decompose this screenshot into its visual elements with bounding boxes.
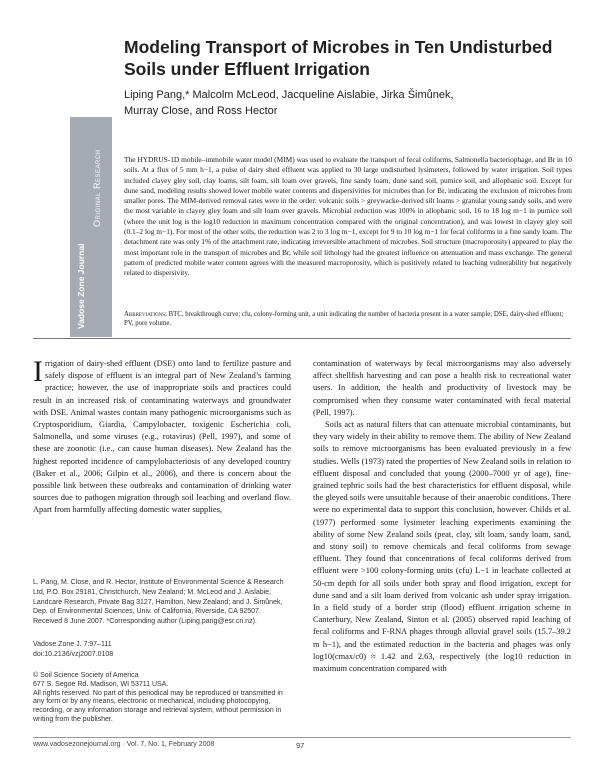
sidebar-journal-name: Vadose Zone Journal <box>76 243 86 329</box>
body-column-right <box>313 358 571 675</box>
section-divider <box>33 338 571 339</box>
author-line-1: Liping Pang,* Malcolm McLeod, Jacqueline Aislabie, Jirka Šimůnek, <box>124 89 454 101</box>
paper-title: Modeling Transport of Microbes in Ten Undisturbed Soils under Effluent Irrigation <box>124 37 553 79</box>
body-paragraph-2: Soils act as natural filters that can attenuate microbial contaminants, but they vary widely in their ability to remove them. The ability of New Zealand soils to remove microorganisms has been evaluated previously in a few studies. Wells (1973) rated the properties of New Zealand soils in relation to effluent disposal and concluded that young (2000–7000 yr of age), fine-grained tephric soils had the best characteristics for effluent disposal, while the gleyed soils were unsuitable because of their anaerobic conditions. There were no experimental data to support this conclusion, however. Childs et al. (1977) performed some lysimeter leaching experiments examining the ability of some New Zealand soils (peat, clay, silt loam, sandy loam, sand, and stony soil) to remove chemicals and fecal coliforms from sewage effluent. They found that concentrations of fecal coliforms derived from effluent were >100 colony-forming units (cfu) L−1 in leachate collected at 50-cm depth for all soils under both spray and flood irrigation, except for dune sand and a silt loam derived from volcanic ash under spray irrigation. In a field study of a border strip (flood) effluent irrigation scheme in Canterbury, New Zealand, Sinton et al. (2005) observed rapid leaching of fecal coliforms and F-RNA phages through alluvial gravel soils (15.7–39.2 m h−1), and the estimated reduction in the bacteria and phages was only log10(cmax/c0) ≈ 1.42 and 2.63, respectively (the log10 reduction in maximum concentration compared with <box>313 420 571 674</box>
journal-reference <box>33 640 291 660</box>
rights-statement: All rights reserved. No part of this periodical may be reproduced or transmitted in any form or by any means, electronic or mechanical, including photocopying, recording, or any information storage and retrieval system, without permission in writing from the publisher. <box>33 689 283 723</box>
author-list <box>124 87 544 119</box>
author-line-2: Murray Close, and Ross Hector <box>124 105 278 117</box>
sidebar-section-label: Original Research <box>92 149 102 227</box>
intro-paragraph <box>33 355 291 517</box>
doi: doi:10.2136/vzj2007.0108 <box>33 650 114 658</box>
abstract: The HYDRUS-1D mobile–immobile water model (MIM) was used to evaluate the transport of fecal coliforms, Salmonella bacteriophage, and Br in 10 soils. At a flux of 5 mm h−1, a pulse of dairy shed effluent was applied to 30 large undisturbed lysimeters, followed by water irrigation. Soil types included clayey gley soil, clay loams, silt loam, silt loam over gravels, fine sandy loam, dune sand soil, pumice soil, and allophanic soil. Except for dune sand, modeling results showed lower mobile water contents and dispersivities for microbes than for Br, indicating the exclusion of microbes from smaller pores. The MIM-derived removal rates were in the order: volcanic soils > greywacke-derived silt loams > granular young sandy soils, and were the most variable in clayey gley loam and silt loam over gravels. Microbial reduction was 100% in allophanic soil, 16 to 18 log m−1 in pumice soil (where the unit log is the log10 reduction in maximum concentration compared with the original concentration), and was lowest in clayey gley soil (0.1–2 log m−1). For most of the other soils, the reduction was 2 to 3 log m−1, except for 9 to 10 log m−1 for fecal coliforms in a fine sandy loam. The detachment rate was only 1% of the attachment rate, indicating irreversible attachment of microbes. Soil structure (macroporosity) appeared to play the most important role in the transport of microbes and Br, while soil lithology had the greatest influence on attenuation and mass exchange. The general pattern of predicted mobile water content agrees with the measured macroporosity, which is positively related to leaching vulnerability but negatively related to dispersivity. <box>124 155 572 278</box>
author-affiliations: L. Pang, M. Close, and R. Hector, Institute of Environmental Science & Research Ltd, P.O. Box 29181, Christchurch, New Zealand; M. McLeod and J. Aislabie, Landcare Research, Private Bag 3127, Hamilton, New Zealand; and J. Šimůnek, Dep. of Environmental Sciences, Univ. of California, Riverside, CA 92507. Received 8 June 2007. *Corresponding author (Liping.pang@esr.cri.nz). <box>33 579 284 626</box>
abbreviations-text: BTC, breakthrough curve; cfu, colony-forming unit, a unit indicating the number of bacteria present in a water sample; DSE, dairy-shed effluent; PV, pore volume. <box>124 311 564 328</box>
page-number: 97 <box>296 741 305 750</box>
body-column-left <box>33 355 291 517</box>
body-paragraph-1: contamination of waterways by fecal microorganisms may also adversely affect shellfish harvesting and can pose a health risk to recreational water users. In addition, the health and productivity of livestock may be compromised when they consume water contaminated with fecal material (Pell, 1997). <box>313 359 571 417</box>
drop-cap: I <box>33 355 43 388</box>
intro-paragraph-text: rrigation of dairy-shed effluent (DSE) onto land to fertilize pasture and safely dispose of effluent is an integral part of New Zealand’s farming practice; however, the use of inappropriate soils and practices could result in an increased risk of contaminating waterways and groundwater with DSE. Animal wastes contain many pathogenic microorganisms such as Cryptosporidium, Giardia, Campylobacter, toxigenic Escherichia coli, Salmonella, and some viruses (e.g., rotavirus) (Pell, 1997), and some of these are zoonotic (i.e., can cause human diseases). New Zealand has the highest reported incidence of campylobacteriosis of any developed country (Baker et al., 2006; Gilpin et al., 2006), and there is concern about the possible link between these outbreaks and contamination of drinking water sources due to pathogen migration through soil leaching and overland flow. Apart from harmfully affecting domestic water supplies, <box>33 359 291 515</box>
abbreviations-label: Abbreviations: <box>124 311 167 318</box>
publisher-address: 677 S. Segoe Rd. Madison, WI 53711 USA. <box>33 680 169 688</box>
abbreviations <box>124 310 572 329</box>
journal-citation: Vadose Zone J. 7:97–111 <box>33 641 112 648</box>
footer-divider <box>33 737 571 738</box>
copyright-holder: © Soil Science Society of America <box>33 672 139 679</box>
journal-sidebar-band <box>70 117 112 337</box>
footer-journal-info: www.vadosezonejournal.org · Vol. 7, No. 1, February 2008 <box>33 741 215 748</box>
copyright-notice <box>33 672 291 725</box>
